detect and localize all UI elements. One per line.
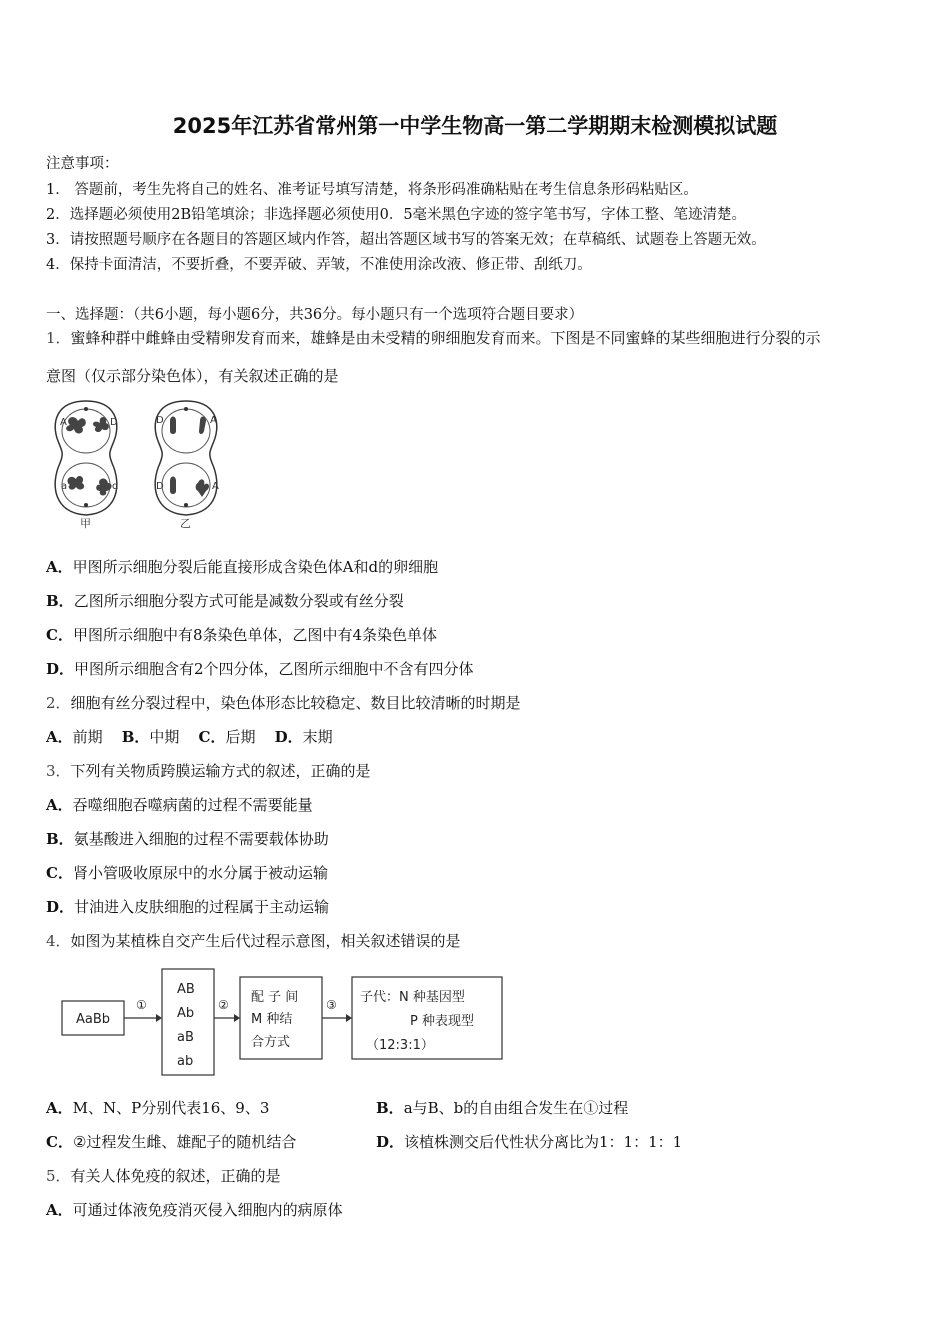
q3-option-b: B．氨基酸进入细胞的过程不需要载体协助 [46, 830, 329, 848]
cell-yi-label: 乙 [180, 517, 191, 530]
question-1-cont: 意图（仅示部分染色体），有关叙述正确的是 [46, 367, 339, 385]
q4-option-b: B．a与B、b的自由组合发生在①过程 [376, 1099, 629, 1117]
note-item-4: 4．保持卡面清洁，不要折叠，不要弄破、弄皱，不准使用涂改液、修正带、刮纸刀。 [46, 257, 592, 273]
note-item-2: 2．选择题必须使用2B铅笔填涂；非选择题必须使用0．5毫米黑色字迹的签字笔书写，字体工整、笔迹清楚。 [46, 207, 747, 223]
cell-jia-letter-D: D [110, 417, 118, 428]
gamete-aB: aB [177, 1030, 194, 1045]
q3-option-d: D．甘油进入皮肤细胞的过程属于主动运输 [46, 898, 330, 916]
q2-options: A．前期 B．中期 C．后期 D．末期 [46, 728, 333, 746]
step-2-label: ② [218, 998, 229, 1012]
gamete-ab: ab [177, 1054, 194, 1069]
chromosomes-yi [170, 417, 209, 498]
combine-line-3: 合方式 [251, 1035, 291, 1050]
note-item-1: 1． 答题前，考生先将自己的姓名、准考证号填写清楚，将条形码准确粘贴在考生信息条形码粘贴区。 [46, 182, 698, 198]
q4-option-a: A．M、N、P分别代表16、9、3 [46, 1099, 270, 1117]
question-3: 3．下列有关物质跨膜运输方式的叙述，正确的是 [46, 762, 371, 780]
cell-jia-label: 甲 [80, 517, 91, 530]
question-5: 5．有关人体免疫的叙述，正确的是 [46, 1167, 281, 1185]
cell-yi-letter-A2: A [212, 481, 219, 492]
page-title: 2025年江苏省常州第一中学生物高一第二学期期末检测模拟试题 [172, 114, 778, 138]
q3-option-a: A．吞噬细胞吞噬病菌的过程不需要能量 [46, 796, 313, 814]
question-number: 1． [46, 329, 71, 347]
cell-yi-letter-D: D [156, 415, 164, 426]
step-3-label: ③ [326, 998, 337, 1012]
offspring-line-1: 子代：N 种基因型 [360, 990, 465, 1005]
cell-yi-letter-D2: D [156, 481, 164, 492]
question-2: 2．细胞有丝分裂过程中，染色体形态比较稳定、数目比较清晰的时期是 [46, 694, 521, 712]
question-1 [46, 327, 821, 348]
notes-heading: 注意事项： [46, 156, 119, 172]
question-text: 蜜蜂种群中雌蜂由受精卵发育而来，雄蜂是由未受精的卵细胞发育而来。下图是不同蜜蜂的某些细胞进行分裂的示 [70, 329, 821, 347]
cell-yi-letter-A: A [210, 415, 217, 426]
q5-option-a: A．可通过体液免疫消灭侵入细胞内的病原体 [46, 1201, 343, 1219]
cell-jia-letter-a: a [61, 481, 68, 492]
cell-division-figure [46, 393, 246, 533]
offspring-line-2: P 种表现型 [410, 1014, 474, 1029]
gamete-AB: AB [177, 982, 195, 997]
cell-jia-letter-A: A [60, 417, 67, 428]
q4-option-c: C．②过程发生雌、雄配子的随机结合 [46, 1133, 297, 1151]
cell-jia-letter-d: d [112, 481, 119, 492]
offspring-line-3: （12:3:1） [366, 1038, 434, 1053]
section-heading: 一、选择题：（共6小题，每小题6分，共36分。每小题只有一个选项符合题目要求） [46, 307, 584, 323]
combine-line-1: 配 子 间 [251, 990, 299, 1005]
q1-option-c: C．甲图所示细胞中有8条染色单体，乙图中有4条染色单体 [46, 626, 438, 644]
q1-option-a: A．甲图所示细胞分裂后能直接形成含染色体A和d的卵细胞 [46, 558, 439, 576]
q1-option-d: D．甲图所示细胞含有2个四分体，乙图所示细胞中不含有四分体 [46, 660, 474, 678]
parent-genotype: AaBb [75, 1012, 111, 1027]
cell-yi-membrane [155, 401, 217, 515]
combine-line-2: M 种结 [251, 1012, 293, 1027]
note-item-3: 3．请按照题号顺序在各题目的答题区域内作答，超出答题区域书写的答案无效；在草稿纸、试题卷上答题无效。 [46, 232, 766, 248]
q4-option-d: D．该植株测交后代性状分离比为1：1：1：1 [376, 1133, 683, 1151]
q3-option-c: C．肾小管吸收原尿中的水分属于被动运输 [46, 864, 328, 882]
self-cross-diagram [60, 965, 510, 1080]
question-4: 4．如图为某植株自交产生后代过程示意图，相关叙述错误的是 [46, 932, 461, 950]
step-1-label: ① [136, 998, 147, 1012]
gamete-Ab: Ab [177, 1006, 195, 1021]
q1-option-b: B．乙图所示细胞分裂方式可能是减数分裂或有丝分裂 [46, 592, 404, 610]
chromosomes-jia [66, 417, 111, 496]
